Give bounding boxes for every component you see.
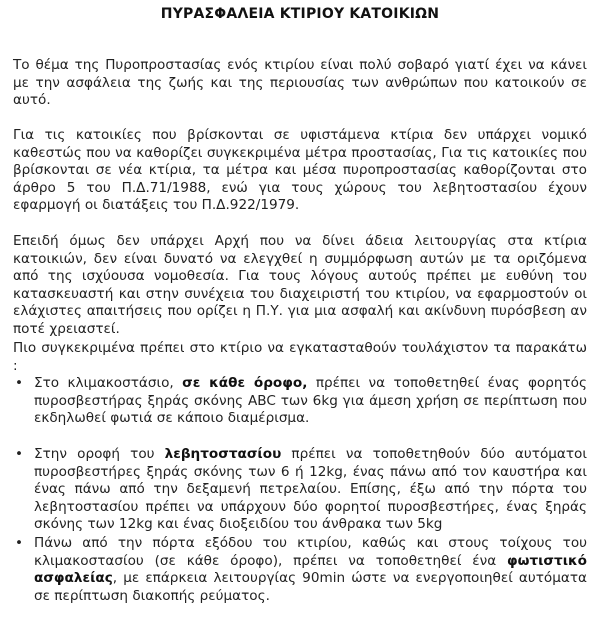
list-item-text: Πάνω από την πόρτα εξόδου του κτιρίου, καθώς και στους τοίχους του κλιμακοστασίου (σε κάθε όροφο), πρέπει να τοποθετηθεί ένα [34, 535, 587, 569]
list-item [14, 535, 587, 605]
paragraph-legal-framework: Για τις κατοικίες που βρίσκονται σε υφιστάμενα κτίρια δεν υπάρχει νομικό καθεστώς που να καθορίζει συγκεκριμένα μέτρα προστασίας, Για τις κατοικίες που βρίσκονται σε νέα κτίρια, τα μέτρα και μέσα πυροπροστασίας καθορίζονται στο άρθρο 5 του Π.Δ.71/1988, ενώ για τους χώρους του λεβητοστασίου έχουν εφαρμογή οι διατάξεις του Π.Δ.922/1979. [13, 127, 587, 214]
list-item-text: , με επάρκεια λειτουργίας 90min ώστε να ενεργοποιηθεί αυτόματα σε περίπτωση διακοπής ρεύματος. [34, 570, 587, 604]
bullet-icon: • [14, 535, 24, 551]
list-item-emphasis: λεβητοστασίου [164, 446, 282, 462]
bullet-icon: • [14, 375, 24, 391]
paragraph-requirements-intro: Πιο συγκεκριμένα πρέπει στο κτίριο να εγκατασταθούν τουλάχιστον τα παρακάτω : [13, 340, 587, 374]
list-item [14, 446, 587, 534]
list-item-text: πρέπει να τοποθετηθεί ένας φορητός πυροσβεστήρας ξηράς σκόνης ABC των 6kg για άμεση χρήση σε περίπτωση που εκδηλωθεί φωτιά σε κάποιο διαμέρισμα. [34, 375, 587, 427]
list-item-emphasis: σε κάθε όροφο, [182, 375, 308, 391]
list-item-text: Στην οροφή του [34, 446, 165, 462]
list-item-emphasis: φωτιστικό ασφαλείας [34, 552, 587, 587]
bullet-icon: • [14, 446, 24, 462]
paragraph-responsibility: Επειδή όμως δεν υπάρχει Αρχή που να δίνει άδεια λειτουργίας στα κτίρια κατοικιών, δεν είναι δυνατό να ελεγχθεί η συμμόρφωση αυτών με τα οριζόμενα από της ισχύουσα νομοθεσία. Για τους λόγους αυτούς πρέπει με ευθύνη του κατασκευαστή και στην συνέχεια του διαχειριστή του κτιρίου, να εφαρμοστούν οι ελάχιστες απαιτήσεις που ορίζει η Π.Υ. για μια ασφαλή και ακίνδυνη πυρόσβεση αν ποτέ χρειαστεί. [13, 233, 587, 337]
document-title: ΠΥΡΑΣΦΑΛΕΙΑ ΚΤΙΡΙΟΥ ΚΑΤΟΙΚΙΩΝ [160, 6, 440, 22]
list-item-text: Στο κλιμακοστάσιο, [34, 375, 183, 391]
list-item-text: πρέπει να τοποθετηθούν δύο αυτόματοι πυροσβεστήρες ξηράς σκόνης των 6 ή 12kg, ένας πάνω από τον καυστήρα και ένας πάνω από την δεξαμενή πετρελαίου. Επίσης, έξω από την πόρτα του λεβητοστασίου πρέπει να υπάρχουν δύο φορητοί πυροσβεστήρες, ένας ξηράς σκόνης των 12kg και ένας διοξειδίου του άνθρακα των 5kg [34, 446, 587, 533]
list-item [14, 375, 587, 428]
paragraph-intro: Το θέμα της Πυροπροστασίας ενός κτιρίου είναι πολύ σοβαρό γιατί έχει να κάνει με την ασφάλεια της ζωής και της περιουσίας των ανθρώπων που κατοικούν σε αυτό. [13, 57, 587, 109]
